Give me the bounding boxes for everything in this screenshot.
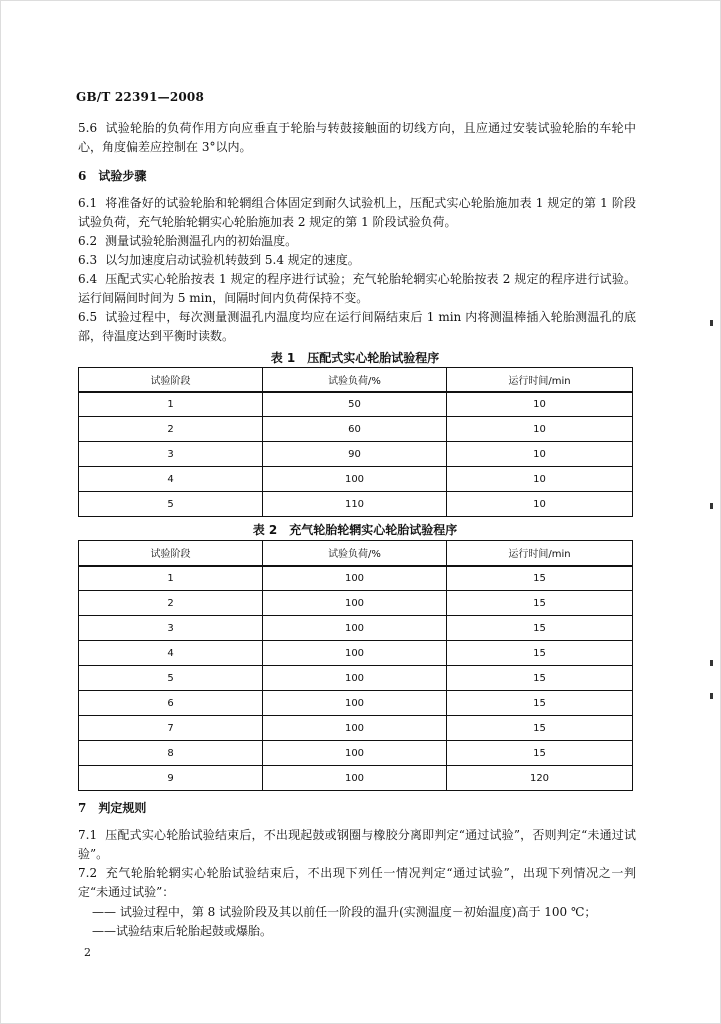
table-cell: 100 bbox=[263, 467, 447, 492]
table-cell: 15 bbox=[447, 591, 633, 616]
table-row bbox=[79, 417, 633, 442]
clause-text: 测量试验轮胎测温孔内的初始温度。 bbox=[105, 234, 298, 248]
clause-number: 6.1 bbox=[78, 196, 98, 210]
section-6-heading: 6 试验步骤 bbox=[78, 169, 147, 183]
clause-6-3 bbox=[78, 251, 636, 270]
table-row bbox=[79, 566, 633, 591]
table-cell: 5 bbox=[79, 666, 263, 691]
table-row bbox=[79, 467, 633, 492]
clause-6-4 bbox=[78, 270, 636, 308]
column-header: 运行时间/min bbox=[447, 541, 633, 566]
table-cell: 100 bbox=[263, 591, 447, 616]
table-cell: 100 bbox=[263, 741, 447, 766]
table-cell: 7 bbox=[79, 716, 263, 741]
column-header: 试验负荷/% bbox=[263, 541, 447, 566]
standard-header: GB/T 22391—2008 bbox=[76, 90, 205, 104]
table-row bbox=[79, 716, 633, 741]
table-cell: 15 bbox=[447, 741, 633, 766]
table-cell: 100 bbox=[263, 691, 447, 716]
clause-number: 6.2 bbox=[78, 234, 98, 248]
clause-7-2 bbox=[78, 864, 636, 902]
table-2 bbox=[78, 540, 633, 791]
table-cell: 120 bbox=[447, 766, 633, 791]
table-cell: 15 bbox=[447, 716, 633, 741]
clause-text: 以匀加速度启动试验机转鼓到 5.4 规定的速度。 bbox=[105, 253, 360, 267]
table-cell: 110 bbox=[263, 492, 447, 517]
table-cell: 10 bbox=[447, 417, 633, 442]
clause-5-6 bbox=[78, 119, 636, 157]
table-row bbox=[79, 691, 633, 716]
table-cell: 15 bbox=[447, 616, 633, 641]
clause-text: 压配式实心轮胎试验结束后，不出现起鼓或钢圈与橡胶分离即判定“通过试验”，否则判定“未通过试验”。 bbox=[78, 828, 636, 861]
clause-number: 6.4 bbox=[78, 272, 98, 286]
table-cell: 10 bbox=[447, 467, 633, 492]
table-cell: 100 bbox=[263, 566, 447, 591]
page-number: 2 bbox=[84, 946, 91, 959]
clause-6-1 bbox=[78, 194, 636, 232]
table-cell: 6 bbox=[79, 691, 263, 716]
clause-text: 试验过程中，每次测量测温孔内温度均应在运行间隔结束后 1 min 内将测温棒插入轮胎测温孔的底部，待温度达到平衡时读数。 bbox=[78, 310, 636, 343]
clause-text: 压配式实心轮胎按表 1 规定的程序进行试验；充气轮胎轮辋实心轮胎按表 2 规定的程序进行试验。运行间隔间时间为 5 min，间隔时间内负荷保持不变。 bbox=[78, 272, 636, 305]
clause-number: 7.1 bbox=[78, 828, 98, 842]
table-cell: 50 bbox=[263, 392, 447, 417]
clause-number: 6.5 bbox=[78, 310, 98, 324]
column-header: 试验阶段 bbox=[79, 368, 263, 392]
clause-number: 5.6 bbox=[78, 121, 98, 135]
scan-margin-mark bbox=[710, 693, 713, 699]
table-cell: 5 bbox=[79, 492, 263, 517]
table-cell: 100 bbox=[263, 616, 447, 641]
table-1-caption: 表 1 压配式实心轮胎试验程序 bbox=[270, 351, 440, 365]
column-header: 试验负荷/% bbox=[263, 368, 447, 392]
table-cell: 100 bbox=[263, 666, 447, 691]
column-header: 运行时间/min bbox=[447, 368, 633, 392]
clause-number: 7.2 bbox=[78, 866, 98, 880]
clause-number: 6.3 bbox=[78, 253, 98, 267]
table-cell: 1 bbox=[79, 566, 263, 591]
table-cell: 15 bbox=[447, 691, 633, 716]
table-row bbox=[79, 492, 633, 517]
table-row bbox=[79, 766, 633, 791]
table-cell: 15 bbox=[447, 566, 633, 591]
table-row bbox=[79, 616, 633, 641]
table-cell: 10 bbox=[447, 492, 633, 517]
table-1 bbox=[78, 367, 633, 517]
table-cell: 9 bbox=[79, 766, 263, 791]
criteria-item-1: —— 试验过程中，第 8 试验阶段及其以前任一阶段的温升(实测温度－初始温度)高于 100 ℃； bbox=[92, 905, 597, 919]
clause-6-5 bbox=[78, 308, 636, 346]
table-row bbox=[79, 741, 633, 766]
table-cell: 15 bbox=[447, 666, 633, 691]
table-row bbox=[79, 591, 633, 616]
scan-margin-mark bbox=[710, 503, 713, 509]
table-row bbox=[79, 666, 633, 691]
clause-7-1 bbox=[78, 826, 636, 864]
clause-text: 将准备好的试验轮胎和轮辋组合体固定到耐久试验机上，压配式实心轮胎施加表 1 规定的第 1 阶段试验负荷，充气轮胎轮辋实心轮胎施加表 2 规定的第 1 阶段试验负荷。 bbox=[78, 196, 636, 229]
column-header: 试验阶段 bbox=[79, 541, 263, 566]
table-cell: 3 bbox=[79, 616, 263, 641]
table-cell: 2 bbox=[79, 591, 263, 616]
table-cell: 3 bbox=[79, 442, 263, 467]
table-cell: 10 bbox=[447, 392, 633, 417]
table-cell: 60 bbox=[263, 417, 447, 442]
table-cell: 90 bbox=[263, 442, 447, 467]
table-cell: 4 bbox=[79, 467, 263, 492]
table-cell: 2 bbox=[79, 417, 263, 442]
table-cell: 8 bbox=[79, 741, 263, 766]
table-row bbox=[79, 442, 633, 467]
table-2-caption: 表 2 充气轮胎轮辋实心轮胎试验程序 bbox=[252, 523, 458, 537]
table-header-row bbox=[79, 541, 633, 566]
scan-margin-mark bbox=[710, 320, 713, 326]
table-cell: 4 bbox=[79, 641, 263, 666]
clause-text: 充气轮胎轮辋实心轮胎试验结束后，不出现下列任一情况判定“通过试验”，出现下列情况之一判定“未通过试验”： bbox=[78, 866, 636, 899]
table-cell: 1 bbox=[79, 392, 263, 417]
table-row bbox=[79, 392, 633, 417]
table-cell: 100 bbox=[263, 641, 447, 666]
scan-margin-mark bbox=[710, 660, 713, 666]
table-cell: 10 bbox=[447, 442, 633, 467]
clause-text: 试验轮胎的负荷作用方向应垂直于轮胎与转鼓接触面的切线方向，且应通过安装试验轮胎的车轮中心，角度偏差应控制在 3°以内。 bbox=[78, 121, 636, 154]
table-cell: 15 bbox=[447, 641, 633, 666]
section-7-heading: 7 判定规则 bbox=[78, 801, 147, 815]
table-row bbox=[79, 641, 633, 666]
table-cell: 100 bbox=[263, 716, 447, 741]
table-cell: 100 bbox=[263, 766, 447, 791]
clause-6-2 bbox=[78, 232, 636, 251]
criteria-item-2: ——试验结束后轮胎起鼓或爆胎。 bbox=[92, 924, 273, 938]
table-header-row bbox=[79, 368, 633, 392]
